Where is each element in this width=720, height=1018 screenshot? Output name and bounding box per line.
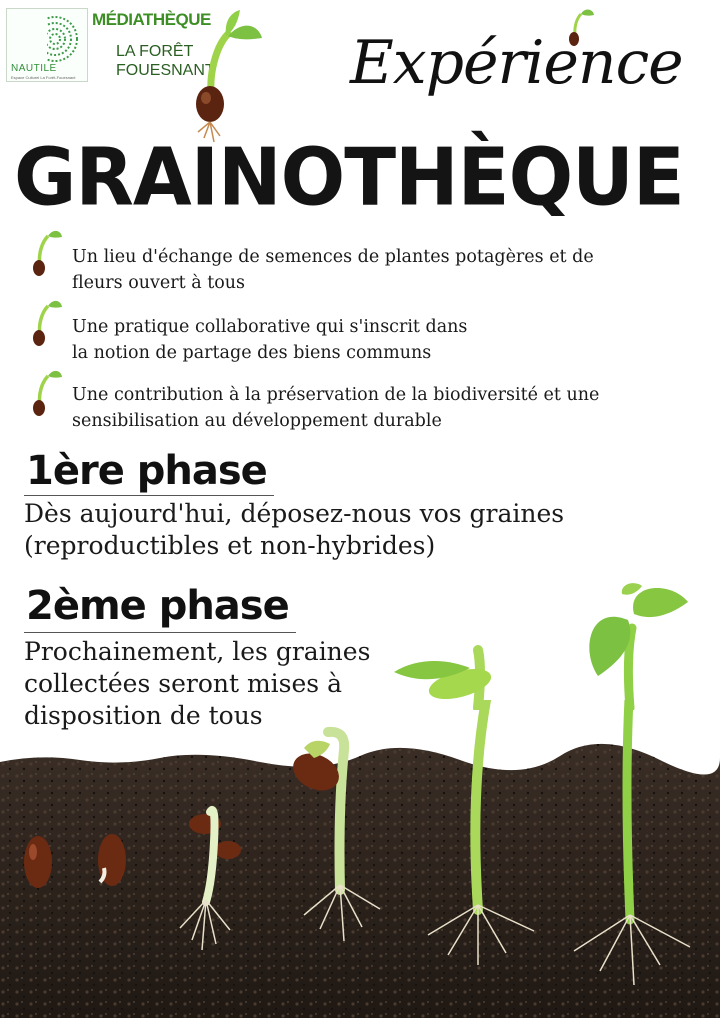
phase-2-underline bbox=[24, 632, 296, 633]
phase-2-title: 2ème phase bbox=[26, 583, 289, 629]
bullet-sprout-icon bbox=[28, 296, 62, 352]
germination-illustration bbox=[0, 700, 720, 1018]
phase-1-underline bbox=[24, 495, 274, 496]
phase-1-title: 1ère phase bbox=[26, 448, 267, 494]
phase-1-line-1: Dès aujourd'hui, déposez-nous vos graines bbox=[24, 499, 565, 528]
bullet-sprout-icon bbox=[28, 366, 62, 422]
nautile-logo bbox=[6, 8, 88, 82]
seed-stage-1 bbox=[24, 836, 52, 888]
nautile-subtitle: Espace Culturel La Forêt-Fouesnant bbox=[11, 75, 76, 80]
bullet-3-line-1: Une contribution à la préservation de la biodiversité et une bbox=[72, 385, 600, 405]
town-line-1: LA FORÊT bbox=[116, 43, 194, 60]
bullet-1-line-1: Un lieu d'échange de semences de plantes potagères et de bbox=[72, 247, 594, 267]
phase-1-text bbox=[24, 498, 714, 562]
bullet-item-1 bbox=[72, 244, 702, 296]
phase-2-line-1: Prochainement, les graines bbox=[24, 637, 371, 666]
bullet-item-3 bbox=[72, 382, 702, 434]
spiral-icon bbox=[7, 9, 87, 65]
mediatheque-label: MÉDIATHÈQUE bbox=[92, 10, 211, 29]
phase-1-line-2: (reproductibles et non-hybrides) bbox=[24, 531, 436, 560]
bullet-sprout-icon bbox=[28, 226, 62, 282]
title-grainotheque: GRAINOTHÈQUE bbox=[14, 130, 684, 224]
bullet-1-line-2: fleurs ouvert à tous bbox=[72, 273, 246, 293]
bullet-2-line-1: Une pratique collaborative qui s'inscrit dans bbox=[72, 317, 468, 337]
town-line-2: FOUESNANT bbox=[116, 62, 215, 79]
title-experience: Expérience bbox=[350, 28, 683, 98]
nautile-wordmark: NAUTILE bbox=[11, 63, 57, 74]
bullet-3-line-2: sensibilisation au développement durable bbox=[72, 411, 442, 431]
bullet-item-2 bbox=[72, 314, 702, 366]
plants-upper bbox=[390, 580, 710, 710]
header-sprout-icon bbox=[190, 6, 270, 146]
phase-2-line-3: disposition de tous bbox=[24, 701, 263, 730]
bullet-2-line-2: la notion de partage des biens communs bbox=[72, 343, 432, 363]
phase-2-line-2: collectées seront mises à bbox=[24, 669, 342, 698]
